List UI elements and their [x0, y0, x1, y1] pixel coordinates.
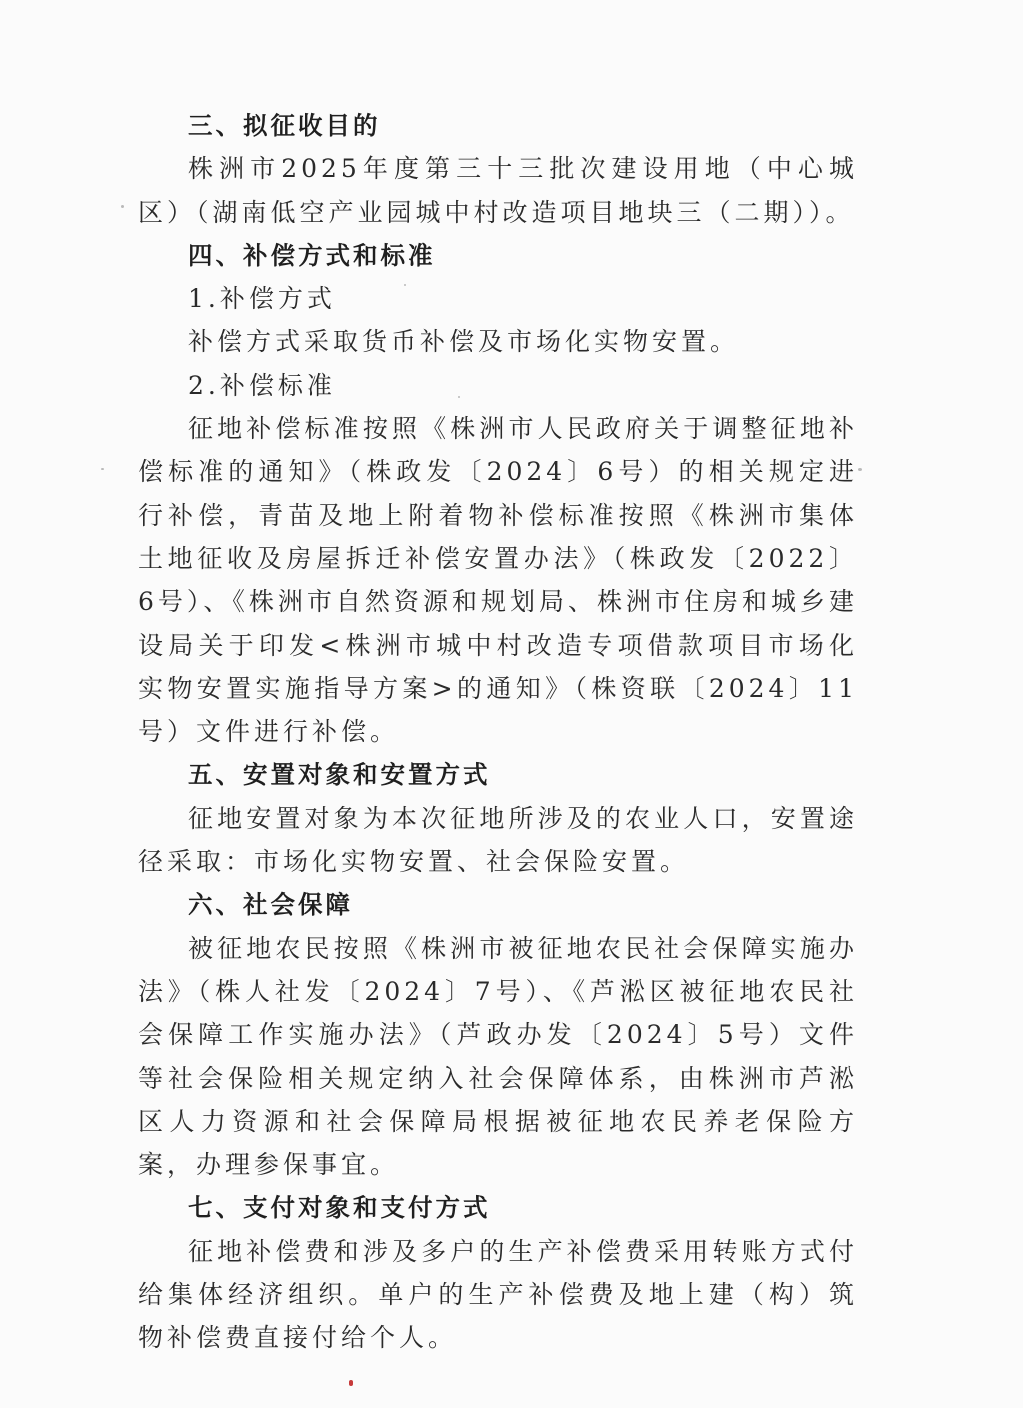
scan-speck — [121, 205, 124, 208]
scan-speck — [101, 468, 104, 470]
document-body — [138, 104, 858, 1360]
section-7-paragraph: 征地补偿费和涉及多户的生产补偿费采用转账方式付给集体经济组织。单户的生产补偿费及地上建（构）筑物补偿费直接付给个人。 — [138, 1236, 858, 1353]
scan-speck — [858, 468, 862, 471]
section-3-paragraph: 株洲市2025年度第三十三批次建设用地（中心城区）（湖南低空产业园城中村改造项目地块三（二期））。 — [138, 154, 858, 227]
scan-speck — [404, 284, 406, 286]
scan-speck — [458, 396, 460, 398]
section-heading-5: 五、安置对象和安置方式 — [188, 760, 491, 790]
scan-red-mark — [349, 1380, 353, 1386]
subheading-compensation-standard: 2.补偿标准 — [188, 370, 336, 400]
section-5-paragraph: 征地安置对象为本次征地所涉及的农业人口，安置途径采取：市场化实物安置、社会保险安置。 — [138, 803, 858, 877]
subheading-compensation-method: 1.补偿方式 — [188, 284, 336, 314]
section-6-paragraph: 被征地农民按照《株洲市被征地农民社会保障实施办法》（株人社发〔2024〕7号）、《芦淞区被征地农民社会保障工作实施办法》（芦政办发〔2024〕5号）文件等社会保险相关规定纳入社会保障体系，由株洲市芦淞区人力资源和社会保障局根据被征地农民养老保险方案，办理参保事宜。 — [138, 933, 858, 1180]
section-heading-6: 六、社会保障 — [188, 890, 353, 920]
compensation-method-paragraph: 补偿方式采取货币补偿及市场化实物安置。 — [188, 327, 740, 357]
section-heading-3: 三、拟征收目的 — [188, 111, 381, 140]
compensation-standard-paragraph: 征地补偿标准按照《株洲市人民政府关于调整征地补偿标准的通知》（株政发〔2024〕6号）的相关规定进行补偿，青苗及地上附着物补偿标准按照《株洲市集体土地征收及房屋拆迁补偿安置办法》（株政发〔2022〕6号）、《株洲市自然资源和规划局、株洲市住房和城乡建设局关于印发<株洲市城中村改造专项借款项目市场化实物安置实施指导方案>的通知》（株资联〔2024〕11号）文件进行补偿。 — [138, 414, 858, 747]
section-heading-7: 七、支付对象和支付方式 — [188, 1193, 491, 1223]
section-heading-4: 四、补偿方式和标准 — [188, 240, 436, 270]
